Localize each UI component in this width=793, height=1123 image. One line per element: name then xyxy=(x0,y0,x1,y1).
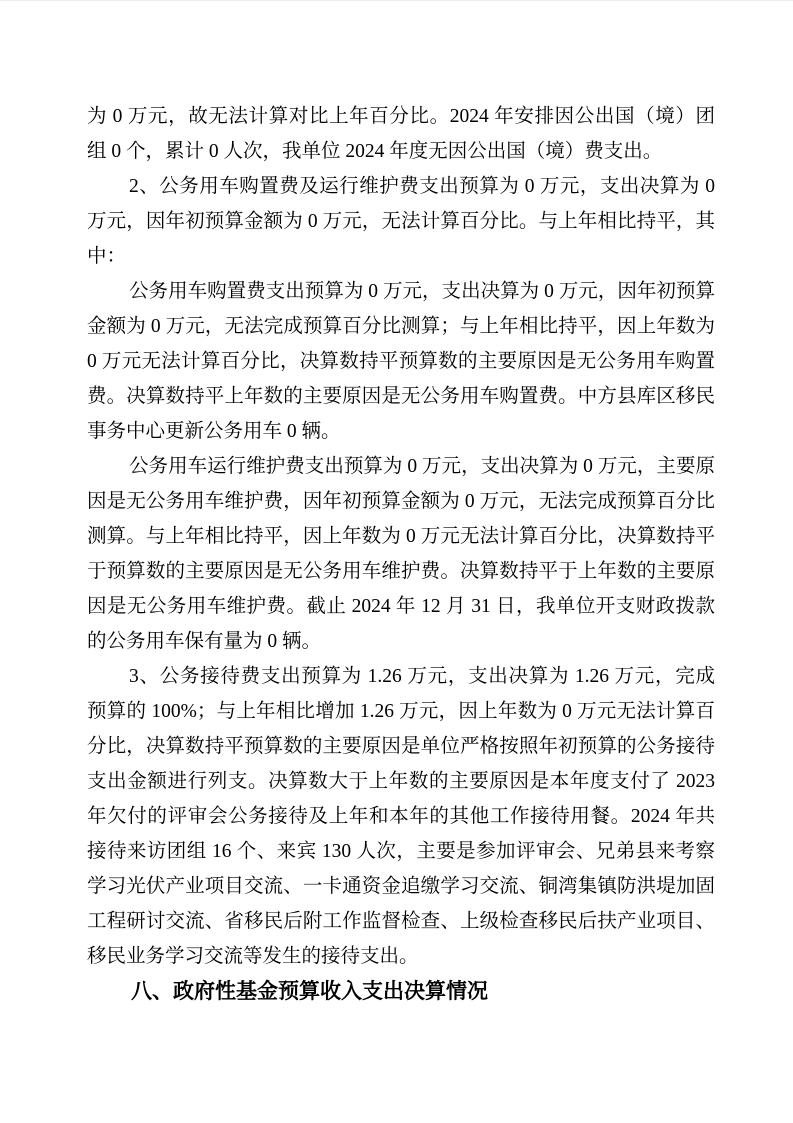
text-line: 测算。与上年相比持平，因上年数为 0 万元无法计算百分比，决算数持平 xyxy=(87,526,715,547)
paragraph-overseas-travel-continuation xyxy=(87,99,715,169)
text-line: 预算的 100%；与上年相比增加 1.26 万元，因上年数为 0 万元无法计算百 xyxy=(87,701,715,722)
text-line: 2、公务用车购置费及运行维护费支出预算为 0 万元，支出决算为 0 xyxy=(129,176,715,197)
text-line: 的公务用车保有量为 0 辆。 xyxy=(87,631,322,652)
text-line: 移民业务学习交流等发生的接待支出。 xyxy=(87,946,419,967)
text-line: 中： xyxy=(87,246,127,267)
text-line: 公务用车购置费支出预算为 0 万元，支出决算为 0 万元，因年初预算 xyxy=(129,281,715,302)
paragraph-vehicle-purchase xyxy=(87,274,715,449)
text-line: 0 万元无法计算百分比，决算数持平预算数的主要原因是无公务用车购置 xyxy=(87,351,715,372)
text-line: 组 0 个，累计 0 人次，我单位 2024 年度无因公出国（境）费支出。 xyxy=(87,141,663,162)
text-line: 事务中心更新公务用车 0 辆。 xyxy=(87,421,341,442)
paragraph-official-reception xyxy=(87,659,715,974)
paragraph-vehicle-total xyxy=(87,169,715,274)
text-line: 支出金额进行列支。决算数大于上年数的主要原因是本年度支付了 2023 xyxy=(87,771,715,792)
text-line: 公务用车运行维护费支出预算为 0 万元，支出决算为 0 万元，主要原 xyxy=(129,456,715,477)
text-line: 于预算数的主要原因是无公务用车维护费。决算数持平于上年数的主要原 xyxy=(87,561,715,582)
text-line: 因是无公务用车维护费。截止 2024 年 12 月 31 日，我单位开支财政拨款 xyxy=(87,596,715,617)
paragraph-vehicle-maintenance xyxy=(87,449,715,659)
text-line: 费。决算数持平上年数的主要原因是无公务用车购置费。中方县库区移民 xyxy=(87,386,715,407)
text-line: 万元，因年初预算金额为 0 万元，无法计算百分比。与上年相比持平，其 xyxy=(87,211,715,232)
document-page xyxy=(0,1,793,1123)
text-line: 学习光伏产业项目交流、一卡通资金追缴学习交流、铜湾集镇防洪堤加固 xyxy=(87,876,715,897)
text-line: 接待来访团组 16 个、来宾 130 人次，主要是参加评审会、兄弟县来考察 xyxy=(87,841,715,862)
document-body xyxy=(87,99,715,1009)
text-line: 因是无公务用车维护费，因年初预算金额为 0 万元，无法完成预算百分比 xyxy=(87,491,715,512)
text-line: 工程研讨交流、省移民后附工作监督检查、上级检查移民后扶产业项目、 xyxy=(87,911,715,932)
text-line: 分比，决算数持平预算数的主要原因是单位严格按照年初预算的公务接待 xyxy=(87,736,715,757)
text-line: 为 0 万元，故无法计算对比上年百分比。2024 年安排因公出国（境）团 xyxy=(87,106,715,127)
section-heading-government-funds: 八、政府性基金预算收入支出决算情况 xyxy=(131,980,488,1003)
text-line: 年欠付的评审会公务接待及上年和本年的其他工作接待用餐。2024 年共 xyxy=(87,806,715,827)
text-line: 金额为 0 万元，无法完成预算百分比测算；与上年相比持平，因上年数为 xyxy=(87,316,715,337)
text-line: 3、公务接待费支出预算为 1.26 万元，支出决算为 1.26 万元，完成 xyxy=(129,666,715,687)
